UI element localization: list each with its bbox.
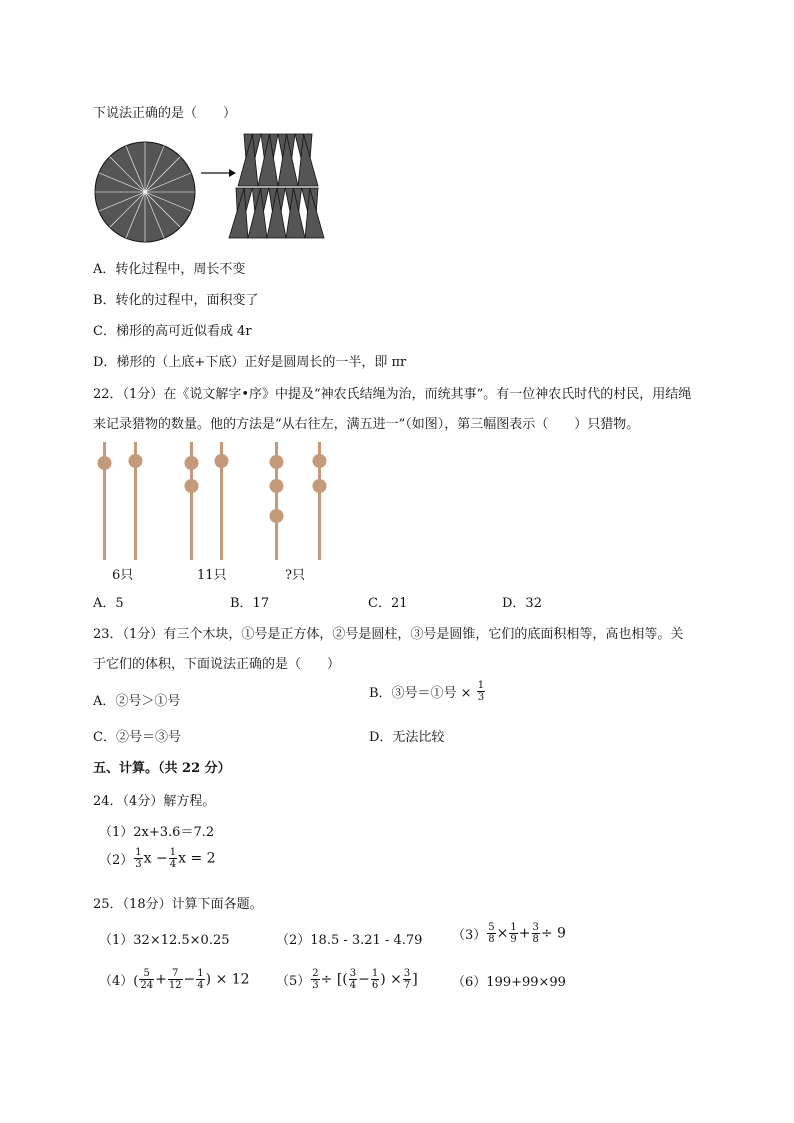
q23-option-b-text: B．③号＝①号 ×	[369, 686, 472, 701]
q25-problem-1: （1）32×12.5×0.25	[99, 933, 230, 948]
q22-option-b[interactable]: B．17	[230, 596, 270, 611]
q22-line1: 22．（1分）在《说文解字•序》中提及“神农氏结绳为治，而统其事”。有一位神农氏时代的村民，用结绳	[93, 387, 692, 402]
q22-line2: 来记录猎物的数量。他的方法是“从右往左，满五进一”（如图），第三幅图表示（ ）只猎物。	[93, 417, 640, 432]
q21-option-c[interactable]: C．梯形的高可近似看成 4r	[93, 324, 252, 339]
q23-line1: 23．（1分）有三个木块，①号是正方体，②号是圆柱，③号是圆锥，它们的底面积相等，高也相等。关	[93, 627, 684, 642]
section-heading: 五、计算。（共 22 分）	[93, 761, 231, 776]
q25-problem-3: （3） $\frac{5}{8}$ × $\frac{1}{9}$ + $\frac{3}{8}$ ÷ 9	[452, 922, 566, 945]
knotted-ropes-figure	[90, 440, 340, 562]
q25-problem-4: （4）( $\frac{5}{24}$ + $\frac{7}{12}$ − $\frac{1}{4}$ ) × 12	[99, 968, 250, 991]
q21-option-d[interactable]: D．梯形的（上底+下底）正好是圆周长的一半，即 πr	[93, 355, 407, 370]
rope-label-1: 6只	[112, 568, 134, 583]
q22-option-a[interactable]: A．5	[93, 596, 124, 611]
q25-title: 25．（18分）计算下面各题。	[93, 897, 263, 912]
fraction-one-third: $\frac{1}{3}$	[477, 680, 485, 703]
rope-label-3: ?只	[285, 568, 305, 583]
q22-option-c[interactable]: C．21	[368, 596, 408, 611]
q21-option-b[interactable]: B．转化的过程中，面积变了	[93, 293, 259, 308]
q24-equation-2: （2） $\frac{1}{3}$ x − $\frac{1}{4}$ x = 2	[99, 847, 216, 870]
q22-option-d[interactable]: D．32	[502, 596, 542, 611]
q25-problem-5: （5） $\frac{2}{3}$ ÷ [( $\frac{3}{4}$ − $\frac{1}{6}$ ) × $\frac{3}{7}$ ]	[276, 968, 418, 991]
q23-line2: 于它们的体积，下面说法正确的是（ ）	[93, 657, 341, 672]
q23-option-b[interactable]	[369, 680, 486, 703]
q24-title: 24．（4分）解方程。	[93, 794, 216, 809]
circle-sectors-figure	[93, 140, 197, 244]
q21-stem-tail: 下说法正确的是（ ）	[93, 106, 237, 121]
q23-option-d[interactable]: D．无法比较	[369, 730, 445, 745]
q23-option-a[interactable]: A．②号＞①号	[93, 694, 181, 709]
trapezoid-sectors-figure	[226, 130, 326, 244]
q23-option-c[interactable]: C．②号＝③号	[93, 730, 181, 745]
q25-problem-2: （2）18.5 - 3.21 - 4.79	[276, 933, 423, 948]
q24-equation-1: （1）2x+3.6＝7.2	[99, 825, 215, 840]
q21-option-a[interactable]: A．转化过程中，周长不变	[93, 262, 246, 277]
q25-problem-6: （6）199+99×99	[452, 975, 566, 990]
rope-label-2: 11只	[197, 568, 227, 583]
